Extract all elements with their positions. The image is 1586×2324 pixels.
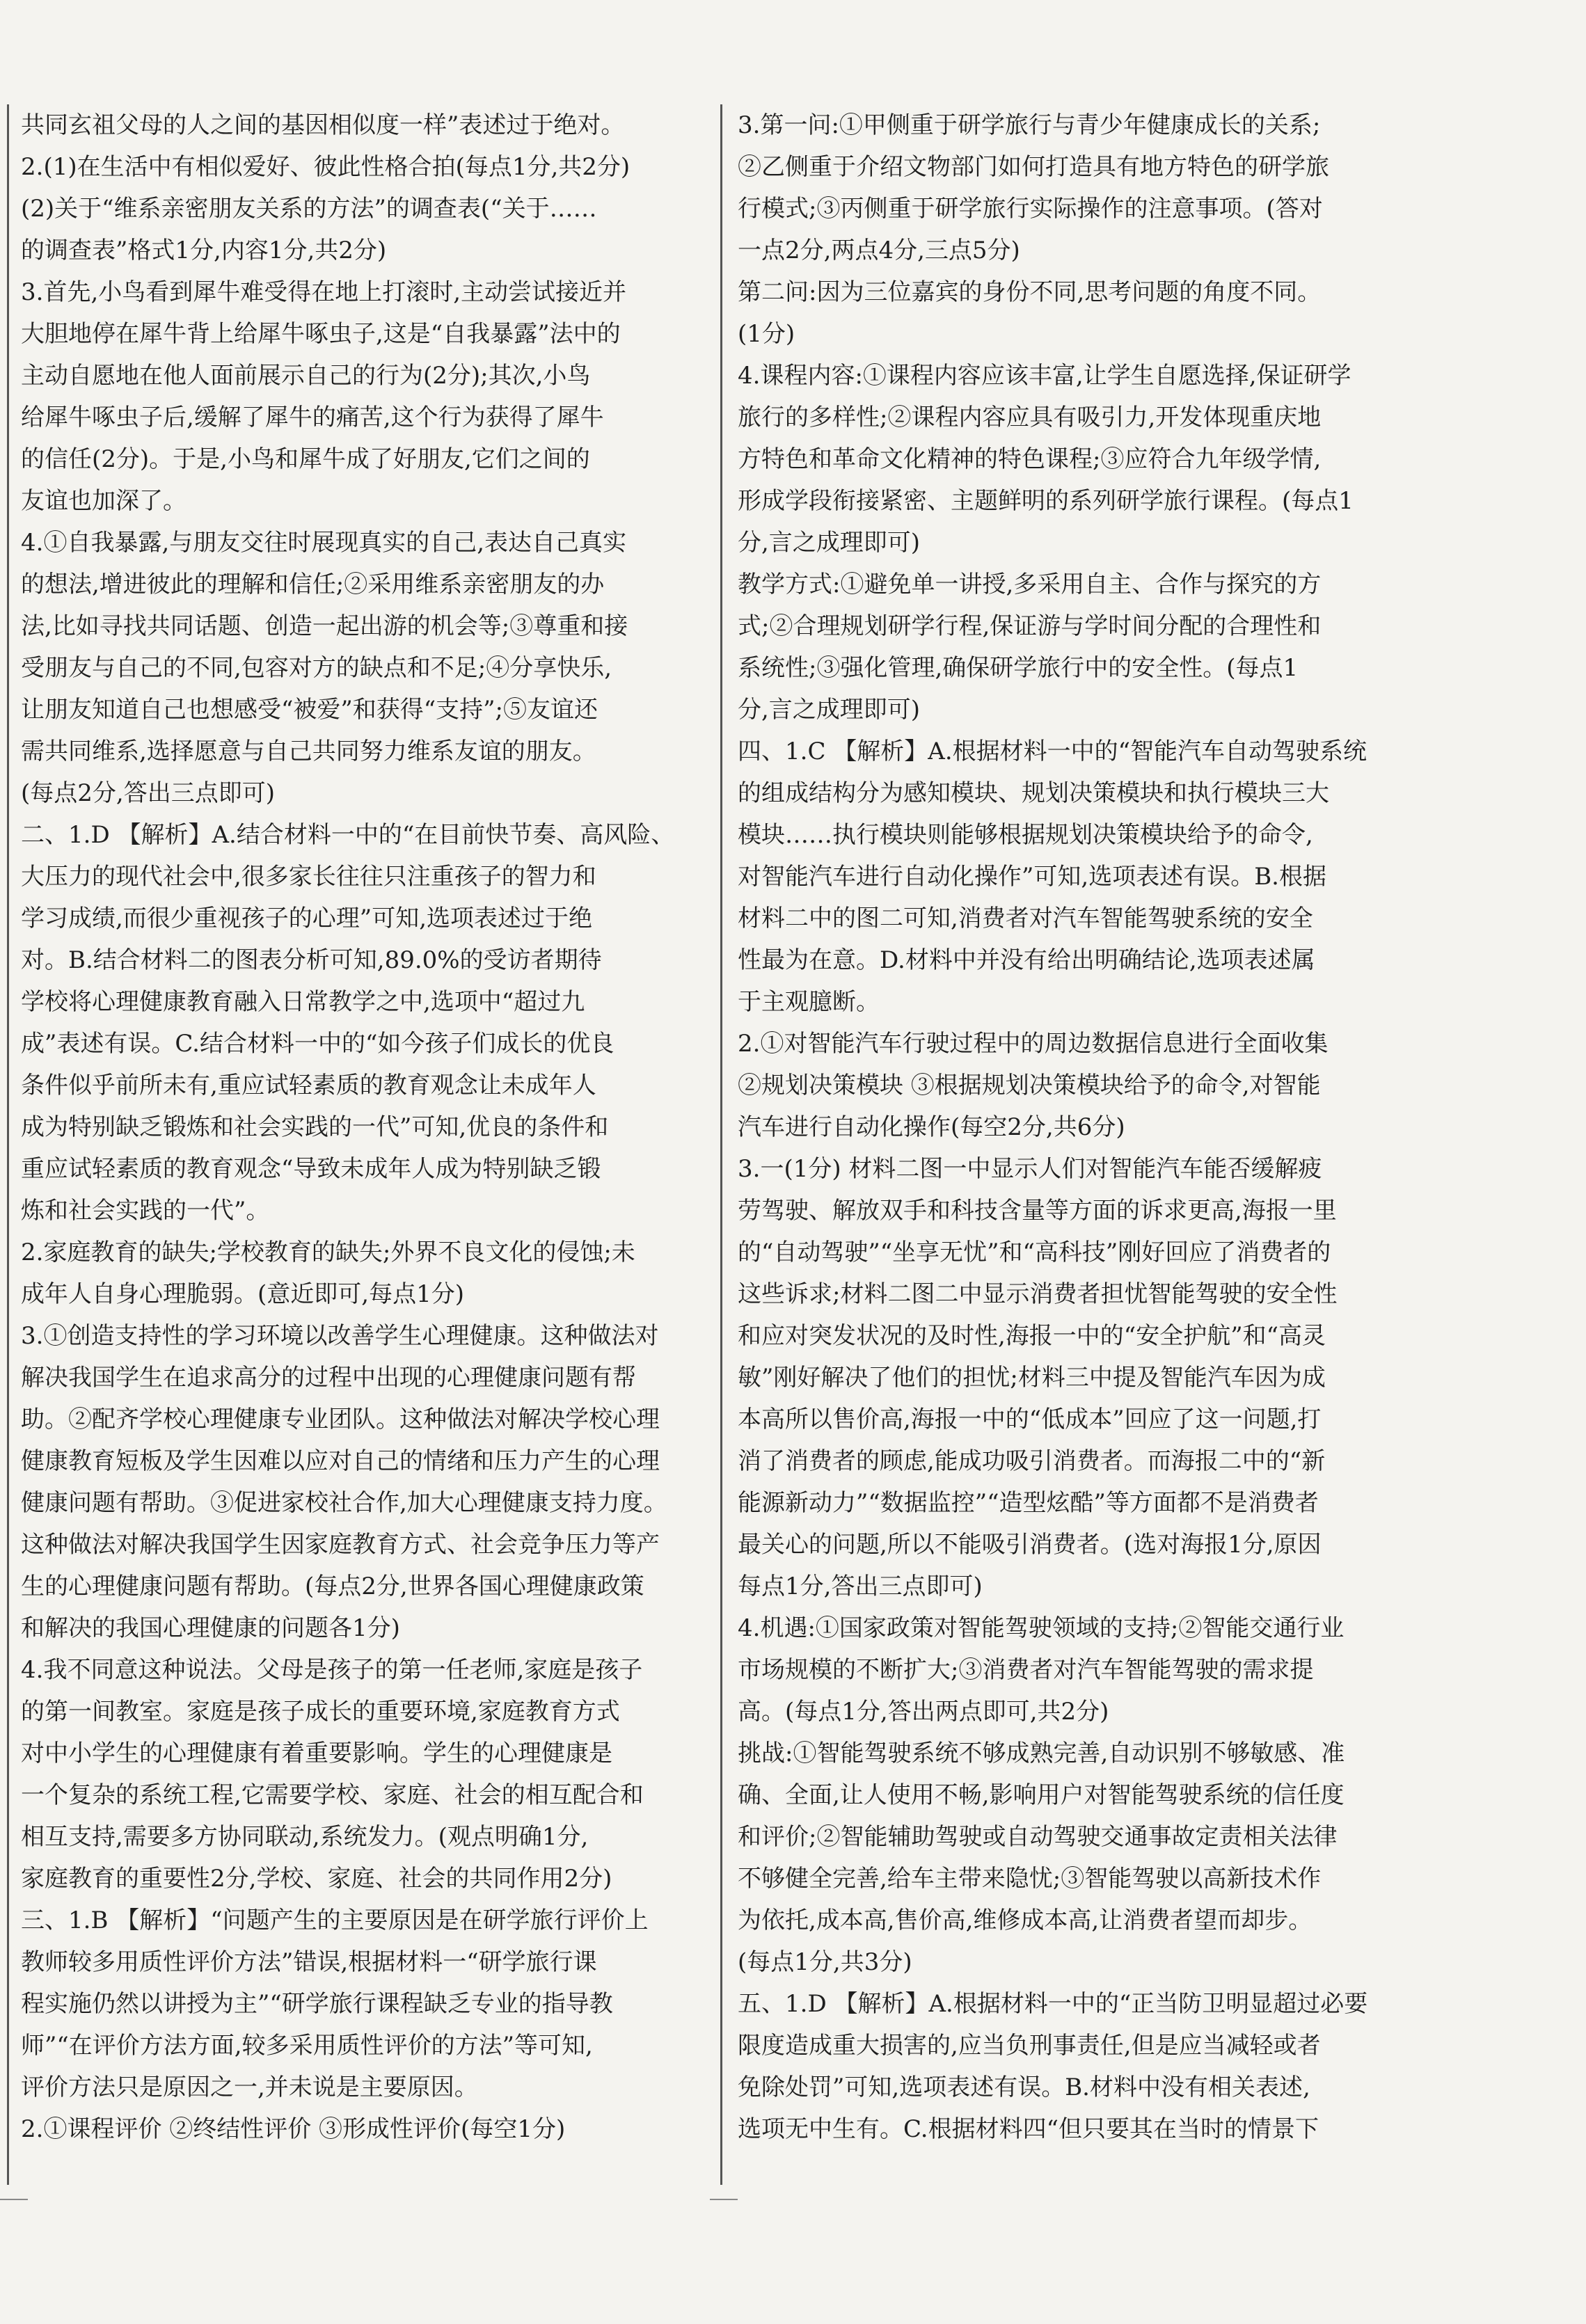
text-line: 式;②合理规划研学行程,保证游与学时间分配的合理性和 [738,612,1322,640]
text-line: 解决我国学生在追求高分的过程中出现的心理健康问题有帮 [21,1364,636,1392]
text-line: 成为特别缺乏锻炼和社会实践的一代”可知,优良的条件和 [21,1113,609,1141]
bottom-mark-left [0,2199,28,2200]
text-line: 2.家庭教育的缺失;学校教育的缺失;外界不良文化的侵蚀;未 [21,1239,635,1266]
text-line: 和应对突发状况的及时性,海报一中的“安全护航”和“高灵 [738,1322,1326,1350]
text-line: 法,比如寻找共同话题、创造一起出游的机会等;③尊重和接 [21,612,628,640]
text-line: 健康教育短板及学生因难以应对自己的情绪和压力产生的心理 [21,1447,660,1475]
text-line: 选项无中生有。C.根据材料四“但只要其在当时的情景下 [738,2115,1319,2143]
text-line: 大胆地停在犀牛背上给犀牛啄虫子,这是“自我暴露”法中的 [21,320,621,348]
text-line: 评价方法只是原因之一,并未说是主要原因。 [21,2074,478,2101]
text-line: 学习成绩,而很少重视孩子的心理”可知,选项表述过于绝 [21,905,592,932]
text-line: 市场规模的不断扩大;③消费者对汽车智能驾驶的需求提 [738,1656,1314,1684]
text-line: 健康问题有帮助。③促进家校社合作,加大心理健康支持力度。 [21,1489,667,1517]
text-line: 高。(每点1分,答出两点即可,共2分) [738,1698,1109,1726]
text-line: 旅行的多样性;②课程内容应具有吸引力,开发体现重庆地 [738,404,1322,431]
text-line: 4.机遇:①国家政策对智能驾驶领域的支持;②智能交通行业 [738,1614,1345,1642]
text-line: 汽车进行自动化操作(每空2分,共6分) [738,1113,1125,1141]
text-line: 3.首先,小鸟看到犀牛难受得在地上打滚时,主动尝试接近并 [21,278,627,306]
text-line: 大压力的现代社会中,很多家长往往只注重孩子的智力和 [21,863,596,891]
text-line: 教学方式:①避免单一讲授,多采用自主、合作与探究的方 [738,571,1322,598]
text-line: 友谊也加深了。 [21,487,187,515]
text-line: 劳驾驶、解放双手和科技含量等方面的诉求更高,海报一里 [738,1197,1337,1225]
text-line: 受朋友与自己的不同,包容对方的缺点和不足;④分享快乐, [21,654,612,682]
text-line: 的信任(2分)。于是,小鸟和犀牛成了好朋友,它们之间的 [21,445,590,473]
text-line: 挑战:①智能驾驶系统不够成熟完善,自动识别不够敏感、准 [738,1740,1345,1767]
text-line: 2.(1)在生活中有相似爱好、彼此性格合拍(每点1分,共2分) [21,153,631,181]
text-line: 助。②配齐学校心理健康专业团队。这种做法对解决学校心理 [21,1406,660,1433]
text-line: 条件似乎前所未有,重应试轻素质的教育观念让未成年人 [21,1072,596,1099]
text-line: 成”表述有误。C.结合材料一中的“如今孩子们成长的优良 [21,1030,614,1058]
text-line: 的第一间教室。家庭是孩子成长的重要环境,家庭教育方式 [21,1698,620,1726]
text-line: 四、1.C 【解析】A.根据材料一中的“智能汽车自动驾驶系统 [738,738,1367,765]
text-line: 程实施仍然以讲授为主”“研学旅行课程缺乏专业的指导教 [21,1990,613,2018]
text-line: 分,言之成理即可) [738,529,921,557]
text-line: 3.第一问:①甲侧重于研学旅行与青少年健康成长的关系; [738,111,1321,139]
left-margin-rule [7,104,9,2185]
text-line: 二、1.D 【解析】A.结合材料一中的“在目前快节奏、高风险、 [21,821,675,849]
text-line: 材料二中的图二可知,消费者对汽车智能驾驶系统的安全 [738,905,1313,932]
text-line: 分,言之成理即可) [738,696,921,724]
left-column [21,104,717,2150]
text-line: 每点1分,答出三点即可) [738,1573,983,1600]
text-line: (1分) [738,320,795,348]
text-line: 共同玄祖父母的人之间的基因相似度一样”表述过于绝对。 [21,111,625,139]
right-column [738,104,1434,2150]
text-line: 给犀牛啄虫子后,缓解了犀牛的痛苦,这个行为获得了犀牛 [21,404,604,431]
text-line: (每点2分,答出三点即可) [21,779,275,807]
text-line: 师”“在评价方法方面,较多采用质性评价的方法”等可知, [21,2032,593,2060]
text-line: (每点1分,共3分) [738,1948,912,1976]
text-line: 不够健全完善,给车主带来隐忧;③智能驾驶以高新技术作 [738,1865,1322,1893]
text-line: 对智能汽车进行自动化操作”可知,选项表述有误。B.根据 [738,863,1326,891]
text-line: 方特色和革命文化精神的特色课程;③应符合九年级学情, [738,445,1322,473]
text-line: 对。B.结合材料二的图表分析可知,89.0%的受访者期待 [21,946,602,974]
text-line: 和解决的我国心理健康的问题各1分) [21,1614,400,1642]
text-line: 一点2分,两点4分,三点5分) [738,237,1020,264]
text-line: 性最为在意。D.材料中并没有给出明确结论,选项表述属 [738,946,1315,974]
text-line: 3.一(1分) 材料二图一中显示人们对智能汽车能否缓解疲 [738,1155,1322,1183]
text-line: 4.课程内容:①课程内容应该丰富,让学生自愿选择,保证研学 [738,362,1351,390]
bottom-mark-middle [710,2199,738,2200]
text-line: 相互支持,需要多方协同联动,系统发力。(观点明确1分, [21,1823,589,1851]
text-line: 2.①对智能汽车行驶过程中的周边数据信息进行全面收集 [738,1030,1329,1058]
text-line: 确、全面,让人使用不畅,影响用户对智能驾驶系统的信任度 [738,1781,1345,1809]
text-line: 2.①课程评价 ②终结性评价 ③形成性评价(每空1分) [21,2115,566,2143]
text-line: ②乙侧重于介绍文物部门如何打造具有地方特色的研学旅 [738,153,1329,181]
text-line: 让朋友知道自己也想感受“被爱”和获得“支持”;⑤友谊还 [21,696,598,724]
text-line: 生的心理健康问题有帮助。(每点2分,世界各国心理健康政策 [21,1573,644,1600]
text-line: 主动自愿地在他人面前展示自己的行为(2分);其次,小鸟 [21,362,591,390]
text-line: 模块……执行模块则能够根据规划决策模块给予的命令, [738,821,1313,849]
text-line: 行模式;③丙侧重于研学旅行实际操作的注意事项。(答对 [738,195,1323,223]
text-line: 炼和社会实践的一代”。 [21,1197,270,1225]
text-line: 4.我不同意这种说法。父母是孩子的第一任老师,家庭是孩子 [21,1656,643,1684]
text-line: 五、1.D 【解析】A.根据材料一中的“正当防卫明显超过必要 [738,1990,1368,2018]
text-line: 为依托,成本高,售价高,维修成本高,让消费者望而却步。 [738,1907,1313,1934]
text-line: 消了消费者的顾虑,能成功吸引消费者。而海报二中的“新 [738,1447,1326,1475]
text-line: 和评价;②智能辅助驾驶或自动驾驶交通事故定责相关法律 [738,1823,1338,1851]
text-line: 家庭教育的重要性2分,学校、家庭、社会的共同作用2分) [21,1865,612,1893]
text-line: 形成学段衔接紧密、主题鲜明的系列研学旅行课程。(每点1 [738,487,1354,515]
text-line: 的组成结构分为感知模块、规划决策模块和执行模块三大 [738,779,1329,807]
text-line: 3.①创造支持性的学习环境以改善学生心理健康。这种做法对 [21,1322,659,1350]
text-line: 三、1.B 【解析】“问题产生的主要原因是在研学旅行评价上 [21,1907,649,1934]
text-line: 成年人自身心理脆弱。(意近即可,每点1分) [21,1280,464,1308]
text-line: 重应试轻素质的教育观念“导致未成年人成为特别缺乏锻 [21,1155,601,1183]
text-line: 限度造成重大损害的,应当负刑事责任,但是应当减轻或者 [738,2032,1321,2060]
text-line: 一个复杂的系统工程,它需要学校、家庭、社会的相互配合和 [21,1781,644,1809]
text-line: (2)关于“维系亲密朋友关系的方法”的调查表(“关于…… [21,195,597,223]
text-line: 能源新动力”“数据监控”“造型炫酷”等方面都不是消费者 [738,1489,1319,1517]
text-line: 的“自动驾驶”“坐享无忧”和“高科技”刚好回应了消费者的 [738,1239,1331,1266]
text-line: 这些诉求;材料二图二中显示消费者担忧智能驾驶的安全性 [738,1280,1338,1308]
text-line: 系统性;③强化管理,确保研学旅行中的安全性。(每点1 [738,654,1299,682]
text-line: 需共同维系,选择愿意与自己共同努力维系友谊的朋友。 [21,738,596,765]
text-line: ②规划决策模块 ③根据规划决策模块给予的命令,对智能 [738,1072,1321,1099]
text-line: 的调查表”格式1分,内容1分,共2分) [21,237,387,264]
text-line: 最关心的问题,所以不能吸引消费者。(选对海报1分,原因 [738,1531,1322,1559]
text-line: 第二问:因为三位嘉宾的身份不同,思考问题的角度不同。 [738,278,1322,306]
text-line: 免除处罚”可知,选项表述有误。B.材料中没有相关表述, [738,2074,1310,2101]
text-line: 本高所以售价高,海报一中的“低成本”回应了这一问题,打 [738,1406,1322,1433]
text-line: 学校将心理健康教育融入日常教学之中,选项中“超过九 [21,988,585,1016]
text-line: 4.①自我暴露,与朋友交往时展现真实的自己,表达自己真实 [21,529,627,557]
text-line: 对中小学生的心理健康有着重要影响。学生的心理健康是 [21,1740,612,1767]
text-line: 的想法,增进彼此的理解和信任;②采用维系亲密朋友的办 [21,571,605,598]
text-line: 这种做法对解决我国学生因家庭教育方式、社会竞争压力等产 [21,1531,660,1559]
text-line: 教师较多用质性评价方法”错误,根据材料一“研学旅行课 [21,1948,597,1976]
column-divider [720,104,722,2185]
text-line: 敏”刚好解决了他们的担忧;材料三中提及智能汽车因为成 [738,1364,1326,1392]
text-line: 于主观臆断。 [738,988,880,1016]
